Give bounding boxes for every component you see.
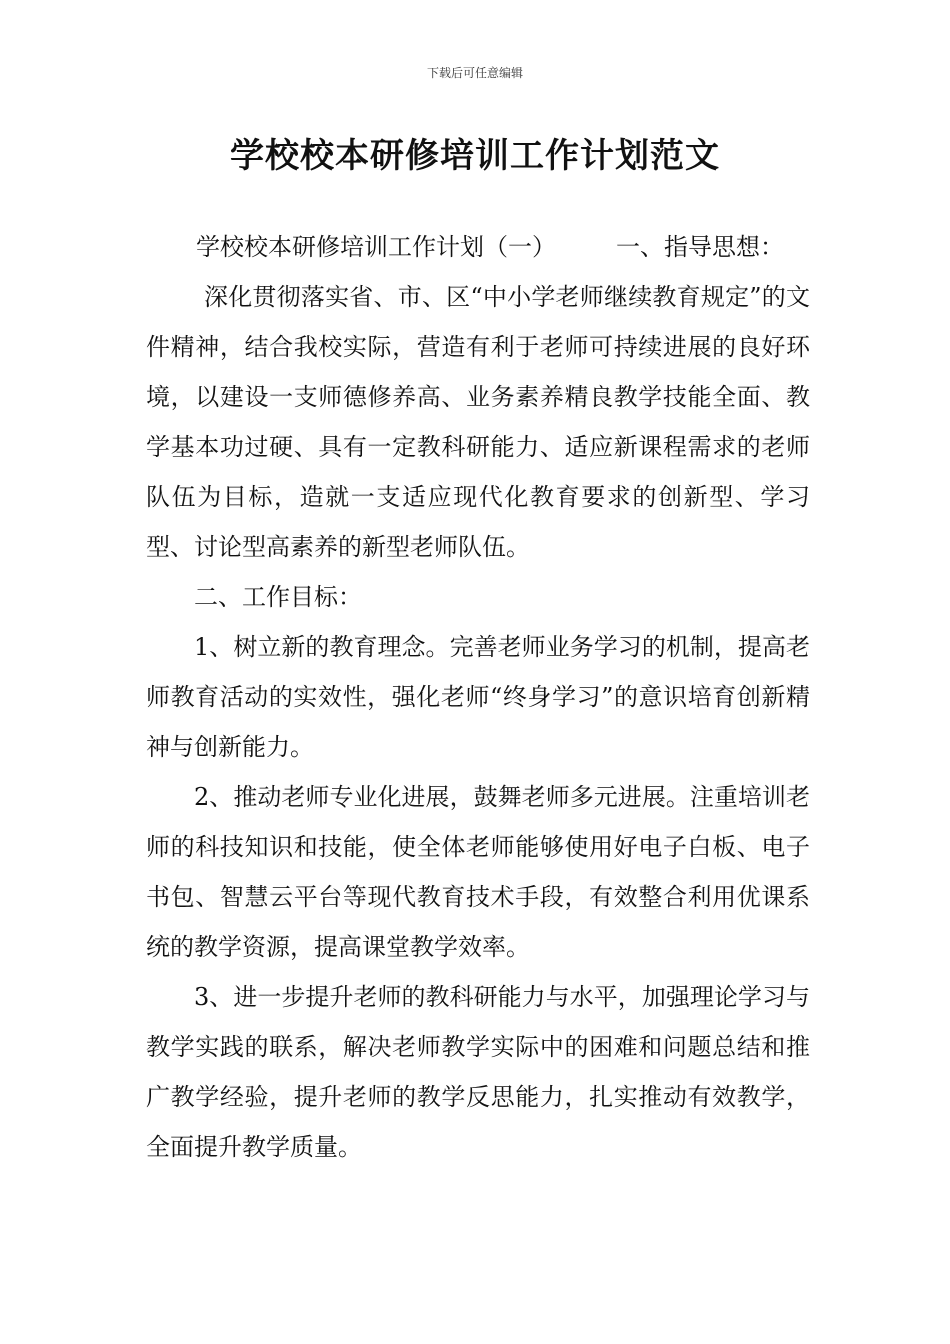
paragraph-goal-1: 1、树立新的教育理念。完善老师业务学习的机制，提高老师教育活动的实效性，强化老师“终身学习”的意识培育创新精神与创新能力。	[146, 633, 810, 761]
paragraph-goal-3: 3、进一步提升老师的教科研能力与水平，加强理论学习与教学实践的联系，解决老师教学实际中的困难和问题总结和推广教学经验，提升老师的教学反思能力，扎实推动有效教学，全面提升教学质量。	[146, 983, 810, 1161]
section-heading-guiding: 一、指导思想：	[616, 233, 784, 261]
document-body	[146, 222, 810, 1172]
header-note: 下载后可任意编辑	[426, 66, 523, 80]
section-heading-goals: 二、工作目标：	[194, 583, 362, 611]
document-title: 学校校本研修培训工作计划范文	[230, 136, 720, 176]
intro-plan-title: 学校校本研修培训工作计划（一）	[196, 233, 556, 261]
paragraph-guiding-thought: 深化贯彻落实省、市、区“中小学老师继续教育规定”的文件精神，结合我校实际，营造有利于老师可持续进展的良好环境，以建设一支师德修养高、业务素养精良教学技能全面、教学基本功过硬、具有一定教科研能力、适应新课程需求的老师队伍为目标，造就一支适应现代化教育要求的创新型、学习型、讨论型高素养的新型老师队伍。	[146, 283, 810, 561]
intro-line	[146, 222, 810, 272]
paragraph-goal-2: 2、推动老师专业化进展，鼓舞老师多元进展。注重培训老师的科技知识和技能，使全体老师能够使用好电子白板、电子书包、智慧云平台等现代教育技术手段，有效整合利用优课系统的教学资源，提高课堂教学效率。	[146, 783, 810, 961]
